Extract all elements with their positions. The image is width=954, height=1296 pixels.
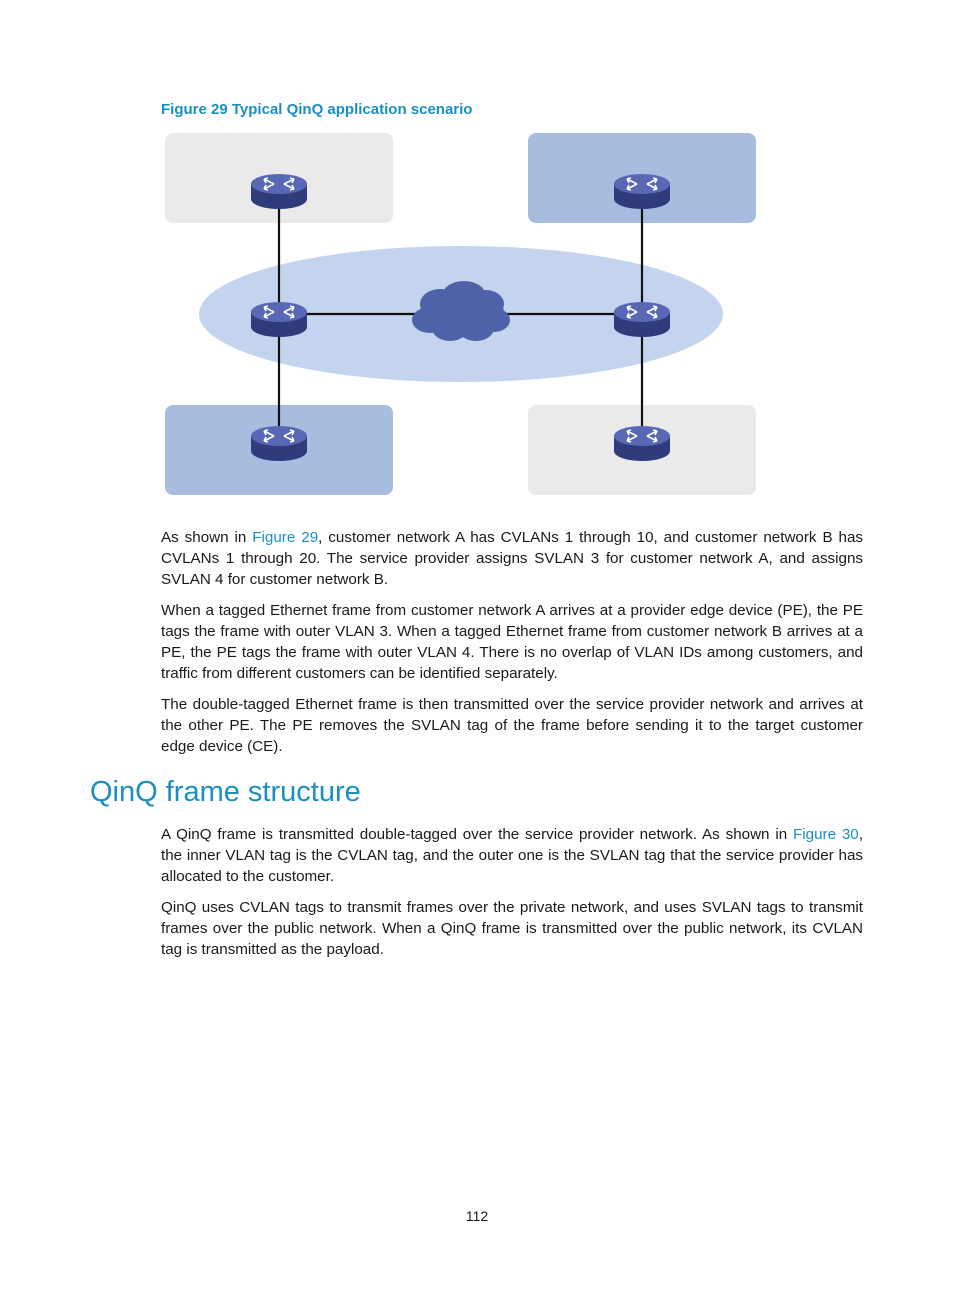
paragraph-double-tagged: The double-tagged Ethernet frame is then transmitted over the service provider network and arrives at the other PE. The PE removes the SVLAN tag of the frame before sending it to the target customer edge device (CE). [161, 696, 863, 755]
figure-caption: Figure 29 Typical QinQ application scenario [161, 101, 473, 118]
paragraph-text: , the inner VLAN tag is the CVLAN tag, and the outer one is the SVLAN tag that the service provider has allocated to the customer. [161, 826, 863, 885]
paragraph-frame-structure [161, 824, 863, 887]
qinq-network-diagram [160, 126, 764, 502]
router-icon-pe-left [251, 302, 307, 337]
paragraph-text: , customer network A has CVLANs 1 through 10, and customer network B has CVLANs 1 through 20. The service provider assigns SVLAN 3 for customer network A, and assigns SVLAN 4 for customer network B. [161, 529, 864, 588]
paragraph-text: A QinQ frame is transmitted double-tagged over the service provider network. As shown in [161, 826, 793, 843]
router-icon-ce-bottom-left [251, 426, 307, 461]
router-icon-ce-bottom-right [614, 426, 670, 461]
paragraph-text: As shown in [161, 529, 253, 546]
figure-30-link[interactable]: Figure 30 [792, 826, 859, 843]
paragraph-cvlan-payload: QinQ uses CVLAN tags to transmit frames over the private network, and uses SVLAN tags to transmit frames over the public network. When a QinQ frame is transmitted over the public network, its CVLAN tag is transmitted as the payload. [161, 899, 863, 958]
router-icon-ce-top-left [251, 174, 307, 209]
figure-29-link[interactable]: Figure 29 [252, 529, 319, 546]
paragraph-pe-tagging: When a tagged Ethernet frame from customer network A arrives at a provider edge device (PE), the PE tags the frame with outer VLAN 3. When a tagged Ethernet frame from customer network B arrives at a PE, the PE tags the frame with outer VLAN 4. There is no overlap of VLAN IDs among customers, and traffic from different customers can be identified separately. [161, 602, 863, 682]
paragraph-cvlan-assignment [161, 527, 863, 590]
section-title: QinQ frame structure [90, 776, 361, 808]
router-icon-pe-right [614, 302, 670, 337]
page-number: 112 [465, 1208, 489, 1224]
router-icon-ce-top-right [614, 174, 670, 209]
